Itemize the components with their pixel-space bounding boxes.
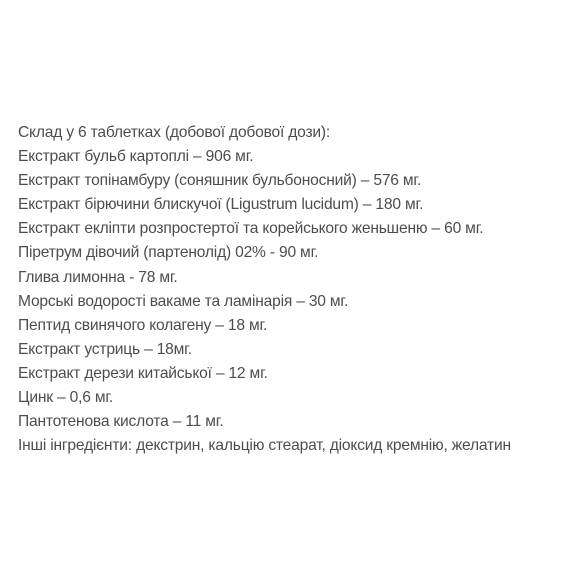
ingredient-item: Пептид свинячого колагену – 18 мг. xyxy=(18,316,268,334)
ingredient-item: Цинк – 0,6 мг. xyxy=(18,389,114,407)
ingredient-item: Екстракт екліпти розпростертої та корейського женьшеню – 60 мг. xyxy=(18,220,484,238)
ingredient-item: Екстракт дерези китайської – 12 мг. xyxy=(18,364,268,382)
other-ingredients: Інші інгредієнти: декстрин, кальцію стеарат, діоксид кремнію, желатин xyxy=(18,437,511,455)
composition-heading: Склад у 6 таблетках (добової добової дози): xyxy=(18,124,331,141)
ingredient-item: Морські водорості вакаме та ламінарія – 30 мг. xyxy=(18,292,349,310)
ingredient-item: Пантотенова кислота – 11 мг. xyxy=(18,413,224,431)
ingredient-item: Піретрум дівочий (партенолід) 02% - 90 мг. xyxy=(18,244,319,262)
ingredient-item: Екстракт топінамбуру (соняшник бульбоносний) – 576 мг. xyxy=(18,172,422,190)
ingredient-item: Екстракт устриць – 18мг. xyxy=(18,340,192,358)
ingredient-item: Глива лимонна - 78 мг. xyxy=(18,268,178,286)
ingredient-item: Екстракт бульб картоплі – 906 мг. xyxy=(18,148,254,166)
ingredient-item: Екстракт бірючини блискучої (Ligustrum lucidum) – 180 мг. xyxy=(18,196,424,214)
composition-list xyxy=(18,121,563,458)
